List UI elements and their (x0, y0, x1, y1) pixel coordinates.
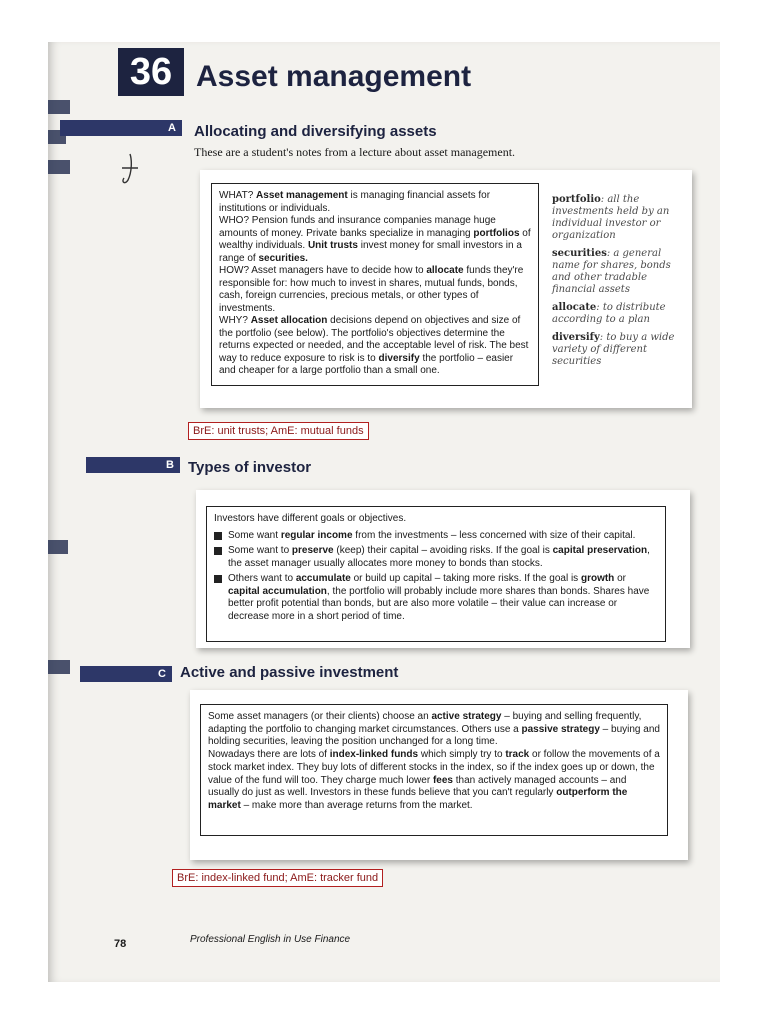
investor-list (214, 530, 658, 624)
term-portfolios: portfolios (473, 227, 520, 239)
why-text-1: decisions depend on objectives and size of the portfolio (see below). The portfolio's objectives determine the returns expected or needed, and the acceptable level of risk. The best way to reduce exposure to risk is to (219, 315, 529, 364)
glossary-term: portfolio (552, 194, 601, 205)
para-text: Nowadays there are lots of (208, 749, 330, 761)
glossary-def: : a general name for shares, bonds and other tradable financial assets (552, 248, 671, 295)
term-diversify: diversify (378, 352, 420, 364)
item-text: , the portfolio will probably include more shares than bonds. Shares have better profit potential than bonds, but are also more volatile – their value can increase or decrease more in a short period of time. (228, 585, 650, 622)
list-item (214, 530, 658, 543)
glossary-item (552, 302, 682, 326)
glossary-item (552, 332, 682, 368)
item-term: capital accumulation (228, 585, 327, 597)
list-item (214, 573, 658, 623)
how-label: HOW? (219, 265, 249, 276)
item-term: accumulate (295, 573, 351, 584)
page-number: 78 (114, 938, 127, 950)
item-text: , the asset manager usually allocates more money to bonds than stocks. (228, 545, 650, 569)
item-text: or (614, 573, 626, 584)
para-text: Some asset managers (or their clients) choose an (208, 711, 432, 722)
what-text: is managing financial assets for institutions or individuals. (219, 190, 491, 214)
paragraph-active-passive (208, 711, 660, 749)
item-text: (keep) their capital – avoiding risks. If the goal is (333, 545, 553, 556)
glossary-term: diversify (552, 332, 600, 343)
term-passive-strategy: passive strategy (521, 723, 600, 735)
section-c-tab: C (80, 666, 172, 682)
why-label: WHY? (219, 315, 248, 326)
section-c-title: Active and passive investment (180, 664, 399, 681)
term-allocate: allocate (426, 265, 464, 276)
term-active-strategy: active strategy (431, 711, 502, 722)
lecture-notes (211, 183, 539, 386)
section-b-title: Types of investor (188, 459, 312, 476)
term-track: track (505, 749, 530, 761)
para-text: than actively managed accounts – and usually do just as well. Investors in these funds believe that you can't regularly (208, 774, 627, 799)
who-text-1: Pension funds and insurance companies manage huge amounts of money. Private banks specialize in managing (219, 215, 496, 239)
term-asset-management: Asset management (256, 190, 348, 201)
how-text-1: Asset managers have to decide how to (251, 265, 424, 276)
glossary-term: securities (552, 248, 607, 259)
section-a-title: Allocating and diversifying assets (194, 123, 437, 140)
glossary-term: allocate (552, 302, 597, 313)
list-item (214, 545, 658, 570)
term-outperform: outperform the market (208, 787, 628, 811)
paragraph-index-funds (208, 749, 660, 813)
para-text: which simply try to (418, 749, 506, 761)
glossary-def: : all the investments held by an individual investor or organization (552, 194, 670, 241)
handwritten-mark-icon (118, 150, 148, 190)
investor-types-box (206, 506, 666, 642)
item-text: Some want (228, 529, 281, 541)
para-text: or follow the movements of a stock market index. They buy lots of different stocks in the index, so if the index goes up or down, the value of the fund will too. They charge much lower (208, 749, 660, 786)
glossary (552, 194, 682, 374)
term-asset-allocation: Asset allocation (250, 315, 328, 326)
term-index-linked-funds: index-linked funds (329, 749, 419, 761)
glossary-item (552, 248, 682, 296)
term-fees: fees (432, 774, 453, 786)
who-text-3: invest money for small investors in a range of (219, 240, 522, 264)
unit-number: 36 (118, 48, 184, 96)
glossary-def: : to buy a wide variety of different securities (552, 332, 675, 367)
glossary-def: : to distribute according to a plan (552, 302, 666, 325)
item-text: from the investments – less concerned with size of their capital. (352, 529, 636, 541)
item-term: regular income (280, 529, 353, 541)
section-a-intro: These are a student's notes from a lecture about asset management. (194, 145, 516, 159)
item-term: preserve (291, 545, 334, 556)
page-edge-tabs (48, 100, 70, 800)
item-term: growth (580, 573, 615, 584)
section-b-tab: B (86, 457, 180, 473)
how-text-2: funds they're responsible for: how much to invest in shares, mutual funds, bonds, cash, foreign currencies, precious metals, or other types of investments. (219, 265, 524, 314)
investor-intro: Investors have different goals or objectives. (214, 513, 407, 524)
why-text-2: the portfolio – easier and cheaper for a large portfolio than a small one. (219, 352, 514, 376)
item-text: or build up capital – taking more risks. If the goal is (350, 573, 581, 584)
active-passive-box (200, 704, 668, 836)
book-title: Professional English in Use Finance (190, 934, 351, 945)
bre-ame-note-a: BrE: unit trusts; AmE: mutual funds (188, 422, 369, 440)
glossary-item (552, 194, 682, 242)
who-label: WHO? (219, 215, 249, 226)
bre-ame-note-c: BrE: index-linked fund; AmE: tracker fund (172, 869, 383, 887)
what-label: WHAT? (219, 190, 254, 201)
section-a-tab: A (60, 120, 182, 136)
item-term: capital preservation (552, 545, 648, 556)
para-text: – make more than average returns from the market. (240, 799, 473, 811)
term-securities: securities. (258, 252, 308, 264)
item-text: Others want to (228, 573, 296, 584)
item-text: Some want to (228, 545, 292, 556)
who-text-2: of wealthy individuals. (219, 227, 531, 251)
unit-title: Asset management (196, 60, 472, 93)
para-text: – buying and holding securities, leaving the position unchanged for a long time. (208, 723, 660, 748)
para-text: – buying and selling frequently, adapting the portfolio to changing market circumstances. Others use a (208, 711, 642, 735)
term-unit-trusts: Unit trusts (307, 240, 358, 251)
